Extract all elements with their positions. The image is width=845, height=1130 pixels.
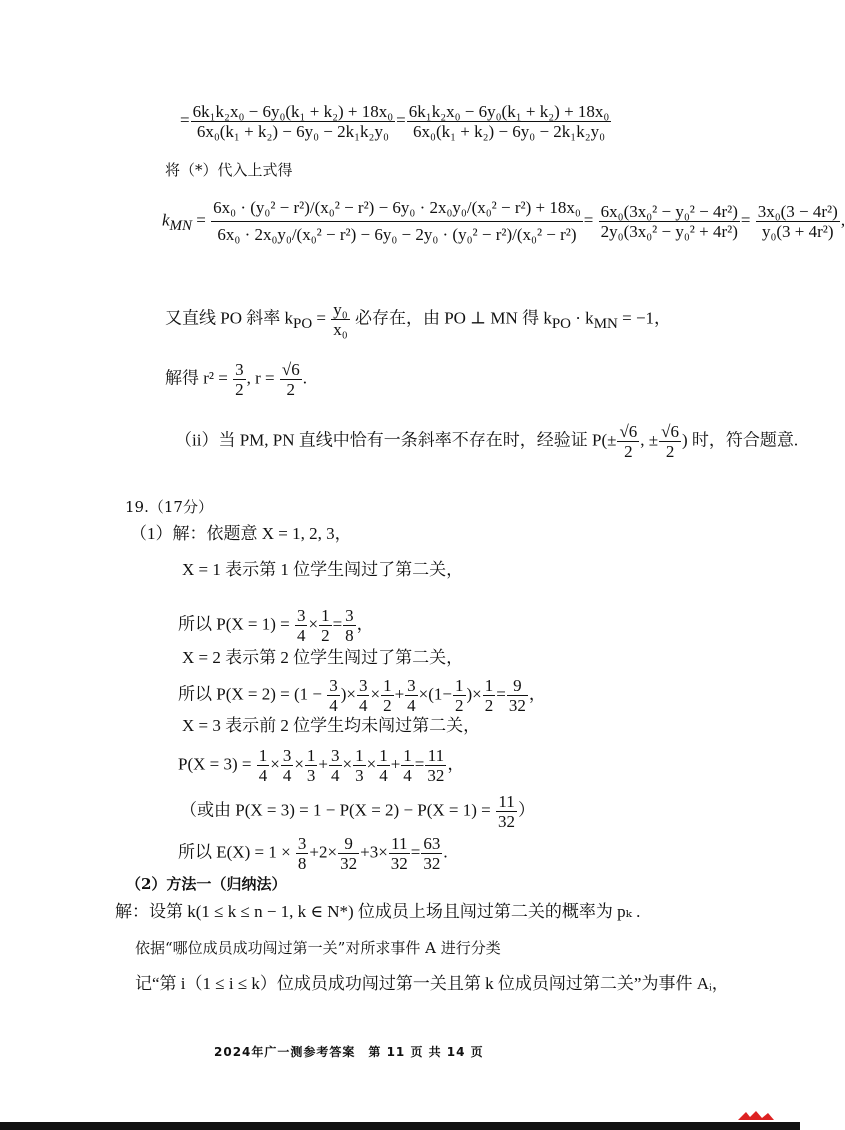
fraction: $\frac{3}{2}$ (235, 360, 244, 399)
fraction: $\frac{\text{6k₁k₂x₀ − 6y₀(k₁ + k₂) + 18x₀}}{\text{6x₀(k₁ + k₂) − 6y₀ − 2k₁k₂y₀}}$ (192, 102, 394, 141)
fraction: $\frac{3}{8}$ (345, 606, 354, 645)
fraction: $\frac{1}{2}$ (484, 676, 494, 715)
question-number: 19.（17分） (125, 498, 213, 516)
fraction: $\frac{11}{32}$ (427, 746, 445, 785)
scan-border (0, 1122, 800, 1130)
equation-expectation: 所以 E(X) = 1 × $\frac{3}{8}$ +2× $\frac{9}{32}$ +3× $\frac{11}{32}$ = $\frac{63}{32}$ . (178, 834, 448, 873)
fraction: $\frac{1}{3}$ (306, 746, 316, 785)
fraction: $\frac{√6}{2}$ (281, 360, 300, 399)
equation-solve-r: 解得 r² = $\frac{3}{2}$ , r = $\frac{√6}{2}$ . (165, 360, 307, 399)
fraction: $\frac{63}{32}$ (423, 834, 441, 873)
fraction: $\frac{11}{32}$ (498, 792, 516, 831)
red-mark-icon (736, 1108, 776, 1122)
equation-slope-po: 又直线 PO 斜率 $k_{PO}$ = $\frac{\text{y₀}}{\text{x₀}}$ 必存在，由 PO ⊥ MN 得 $k_{PO} \cdot k_{MN} = -1$， (165, 300, 672, 339)
fraction: $\frac{\text{6k₁k₂x₀ − 6y₀(k₁ + k₂) + 18x₀}}{\text{6x₀(k₁ + k₂) − 6y₀ − 2k₁k₂y₀}}$ (408, 102, 610, 141)
fraction: $\frac{1}{4}$ (258, 746, 268, 785)
fraction: $\frac{\text{6x₀(3x₀² − y₀² − 4r²)}}{\text{2y₀(3x₀² − y₀² + 4r²)}}$ (600, 202, 738, 241)
fraction: $\frac{1}{2}$ (321, 606, 330, 645)
fraction: $\frac{9}{32}$ (508, 676, 526, 715)
text-event-ai: 记“第 i（1 ≤ i ≤ k）位成员成功闯过第一关且第 k 位成员闯过第二关”为事件 Aᵢ， (135, 974, 729, 993)
fraction: $\frac{3}{4}$ (407, 676, 416, 715)
fraction: $\frac{3}{4}$ (296, 606, 306, 645)
equation-px1: 所以 P(X = 1) = $\frac{3}{4}$ × $\frac{1}{2}$ = $\frac{3}{8}$ ， (178, 606, 374, 645)
fraction: $\frac{\text{y₀}}{\text{x₀}}$ (333, 300, 348, 339)
fraction: $\frac{√6}{2}$ (661, 422, 679, 461)
fraction: $\frac{1}{4}$ (379, 746, 388, 785)
fraction: $\frac{11}{32}$ (390, 834, 408, 873)
text-line-substitute: 将（*）代入上式得 (165, 161, 293, 179)
fraction: $\frac{3}{4}$ (282, 746, 292, 785)
equation-case-ii: （ii）当 PM, PN 直线中恰有一条斜率不存在时，经验证 P(± $\frac{√6}{2}$ , ± $\frac{√6}{2}$ ) 时，符合题意. (175, 422, 799, 461)
fraction: $\frac{1}{2}$ (455, 676, 464, 715)
equation-px2: 所以 P(X = 2) = (1 − $\frac{3}{4}$ )× $\frac{3}{4}$ × $\frac{1}{2}$ + $\frac{3}{4}$ ×(1− $\frac{1}{2}$ )× $\frac{1}{2}$ = $\frac{9}{32}$ ， (178, 676, 546, 715)
fraction: $\frac{9}{32}$ (340, 834, 358, 873)
text-define-pk: 解：设第 k(1 ≤ k ≤ n − 1, k ∈ N*) 位成员上场且闯过第二关的概率为 pₖ . (115, 902, 641, 921)
page-footer: 2024年广一测参考答案 第 11 页 共 14 页 (214, 1045, 484, 1059)
method-one-heading: （2）方法一（归纳法） (126, 875, 287, 893)
equation-px3: P(X = 3) = $\frac{1}{4}$ × $\frac{3}{4}$ × $\frac{1}{3}$ + $\frac{3}{4}$ × $\frac{1}{3}$ × $\frac{1}{4}$ + $\frac{1}{4}$ = $\frac{11}{32}$ ， (178, 746, 465, 785)
equation-kmn: $k_{MN}$ = $\frac{\text{6x₀ · (y₀² − r²)/(x₀² − r²) − 6y₀ · 2x₀y₀/(x₀² − r²) + 18x₀}}{\text{6x₀ · 2x₀y₀/(x₀² − r²) − 6y₀ − 2y₀ · (y₀² − r²)/(x₀² − r²)}}$ = $\frac{\text{6x₀(3x₀² − y₀² − 4r²)}}{\text{2y₀(3x₀² − y₀² + 4r²)}}$ = $\frac{\text{3x₀(3 − 4r²)}}{\text{y₀(3 + 4r²)}}$ , (162, 195, 845, 248)
fraction: $\frac{1}{2}$ (383, 676, 392, 715)
text-x1: X = 1 表示第 1 位学生闯过了第二关， (182, 560, 464, 579)
fraction: $\frac{\text{3x₀(3 − 4r²)}}{\text{y₀(3 + 4r²)}}$ (757, 202, 838, 241)
text-classify: 依据“哪位成员成功闯过第一关”对所求事件 A 进行分类 (135, 939, 501, 957)
answer-part-1: （1）解：依题意 X = 1, 2, 3， (130, 524, 352, 543)
fraction: $\frac{3}{4}$ (358, 676, 368, 715)
fraction: $\frac{3}{4}$ (329, 676, 338, 715)
fraction: $\frac{\text{6x₀ · (y₀² − r²)/(x₀² − r²) − 6y₀ · 2x₀y₀/(x₀² − r²) + 18x₀}}{\text{6x₀ · 2x₀y₀/(x₀² − r²) − 6y₀ − 2y₀ · (y₀² − r²)/(x₀² − r²)}}$ (211, 195, 583, 248)
fraction: $\frac{1}{4}$ (403, 746, 412, 785)
equation-alt-px3: （或由 P(X = 3) = 1 − P(X = 2) − P(X = 1) = $\frac{11}{32}$ ） (180, 792, 536, 831)
fraction: $\frac{3}{4}$ (331, 746, 340, 785)
fraction: $\frac{√6}{2}$ (619, 422, 638, 461)
text-x2: X = 2 表示第 2 位学生闯过了第二关， (182, 648, 464, 667)
text-x3: X = 3 表示前 2 位学生均未闯过第二关， (182, 716, 481, 735)
fraction: $\frac{1}{3}$ (355, 746, 364, 785)
equation-line-1: = $\frac{\text{6k₁k₂x₀ − 6y₀(k₁ + k₂) + 18x₀}}{\text{6x₀(k₁ + k₂) − 6y₀ − 2k₁k₂y₀}}$ = $\frac{\text{6k₁k₂x₀ − 6y₀(k₁ + k₂) + 18x₀}}{\text{6x₀(k₁ + k₂) − 6y₀ − 2k₁k₂y₀}}$ (180, 102, 610, 141)
fraction: $\frac{3}{8}$ (297, 834, 307, 873)
